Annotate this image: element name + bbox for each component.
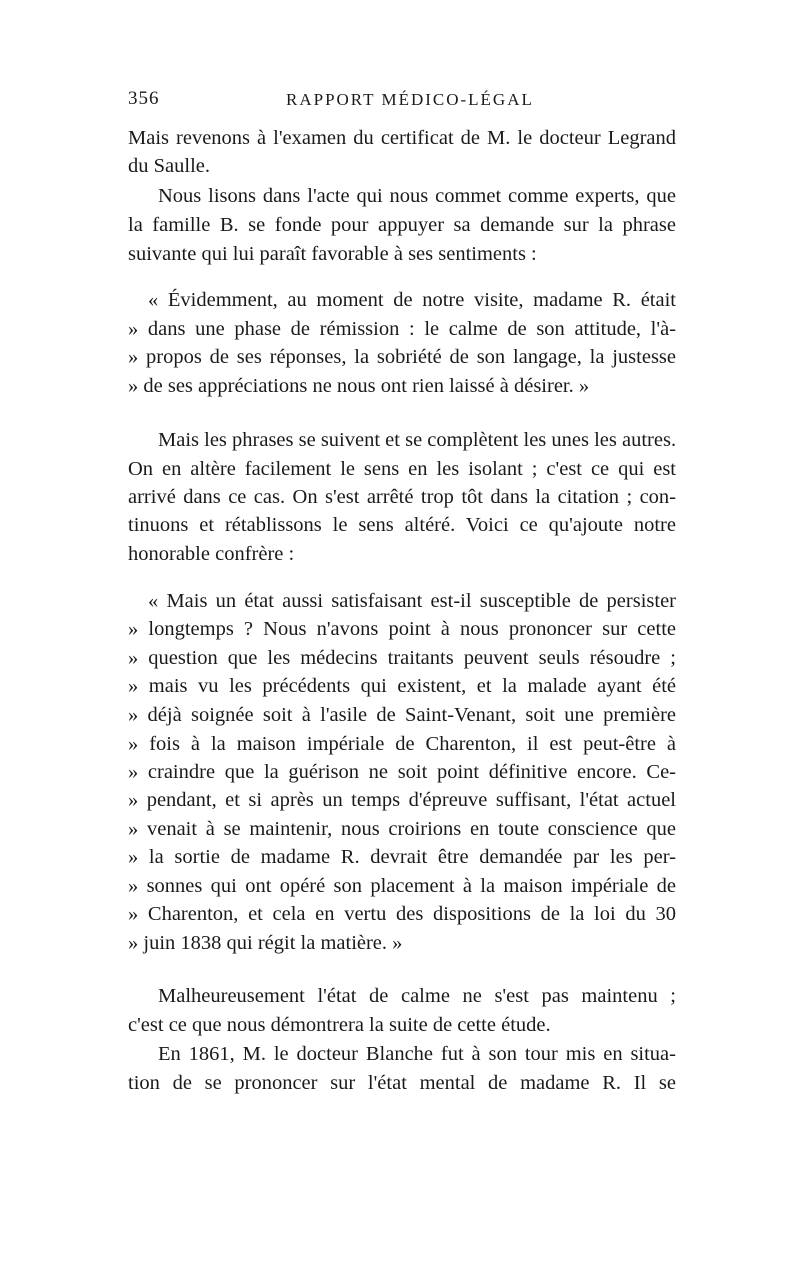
quote-line: » propos de ses réponses, la sobriété de son langage, la justesse — [128, 346, 676, 368]
text-line: du Saulle. — [128, 155, 210, 177]
quote-line: » question que les médecins traitants peuvent seuls résoudre ; — [128, 647, 676, 669]
quote-line: » la sortie de madame R. devrait être demandée par les per- — [128, 846, 676, 868]
text-line: la famille B. se fonde pour appuyer sa demande sur la phrase — [128, 214, 676, 236]
text-line: tion de se prononcer sur l'état mental de madame R. Il se — [128, 1072, 676, 1094]
text-line: En 1861, M. le docteur Blanche fut à son tour mis en situa- — [158, 1043, 676, 1065]
quote-line: » longtemps ? Nous n'avons point à nous prononcer sur cette — [128, 618, 676, 640]
page-number: 356 — [128, 88, 160, 109]
text-line: suivante qui lui paraît favorable à ses sentiments : — [128, 243, 537, 265]
quote-line: » fois à la maison impériale de Charenton, il est peut-être à — [128, 733, 676, 755]
quote-line: » mais vu les précédents qui existent, et la malade ayant été — [128, 675, 676, 697]
quote-line: » dans une phase de rémission : le calme de son attitude, l'à- — [128, 318, 676, 340]
quote-line: » de ses appréciations ne nous ont rien laissé à désirer. » — [128, 375, 590, 397]
page-header — [128, 88, 676, 118]
text-line: Malheureusement l'état de calme ne s'est pas maintenu ; — [158, 985, 676, 1007]
quote-line: » juin 1838 qui régit la matière. » — [128, 932, 403, 954]
text-line: Mais revenons à l'examen du certificat de M. le docteur Legrand — [128, 127, 676, 149]
quote-line: » déjà soignée soit à l'asile de Saint-Venant, soit une première — [128, 704, 676, 726]
text-line: arrivé dans ce cas. On s'est arrêté trop tôt dans la citation ; con- — [128, 486, 676, 508]
text-line: c'est ce que nous démontrera la suite de cette étude. — [128, 1014, 551, 1036]
quote-line: » pendant, et si après un temps d'épreuve suffisant, l'état actuel — [128, 789, 676, 811]
text-line: On en altère facilement le sens en les isolant ; c'est ce qui est — [128, 458, 676, 480]
quote-line: « Mais un état aussi satisfaisant est-il susceptible de persister — [148, 590, 676, 612]
text-line: Mais les phrases se suivent et se complètent les unes les autres. — [158, 429, 676, 451]
quote-line: » Charenton, et cela en vertu des dispositions de la loi du 30 — [128, 903, 676, 925]
quote-line: « Évidemment, au moment de notre visite, madame R. était — [148, 289, 676, 311]
quote-line: » venait à se maintenir, nous croirions en toute conscience que — [128, 818, 676, 840]
text-line: honorable confrère : — [128, 543, 295, 565]
quote-line: » sonnes qui ont opéré son placement à la maison impériale de — [128, 875, 676, 897]
text-line: Nous lisons dans l'acte qui nous commet comme experts, que — [158, 185, 676, 207]
text-line: tinuons et rétablissons le sens altéré. Voici ce qu'ajoute notre — [128, 514, 676, 536]
quote-line: » craindre que la guérison ne soit point définitive encore. Ce- — [128, 761, 676, 783]
running-head: RAPPORT MÉDICO-LÉGAL — [286, 90, 534, 109]
